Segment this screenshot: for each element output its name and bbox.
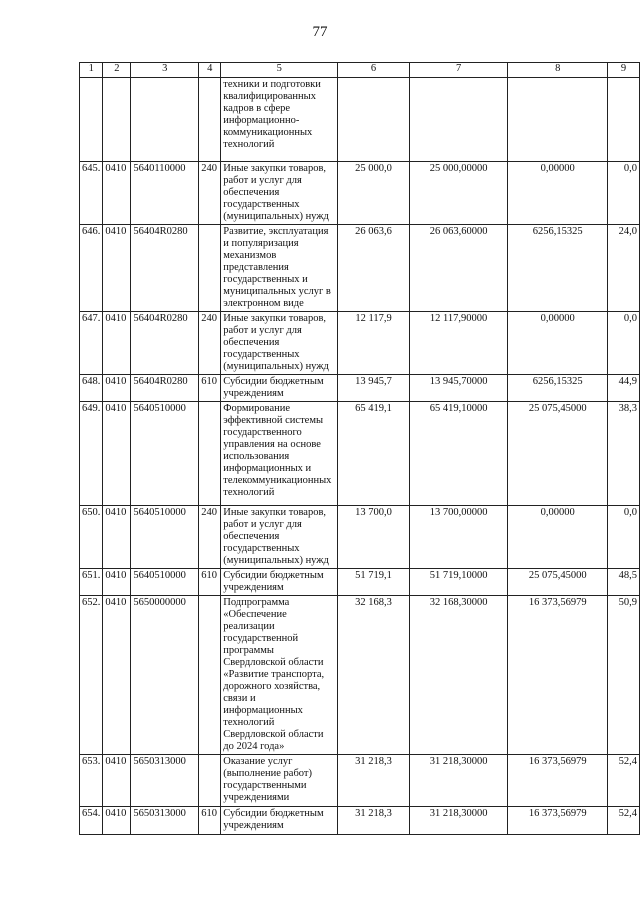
value-8-cell: 25 075,45000 <box>508 402 608 506</box>
section-code-cell: 0410 <box>103 755 131 807</box>
value-6-cell: 31 218,3 <box>338 807 410 835</box>
target-code-cell: 5640510000 <box>131 569 199 596</box>
table-row <box>80 402 640 506</box>
value-9-cell: 48,5 <box>608 569 640 596</box>
header-cell: 4 <box>199 63 221 78</box>
table-row <box>80 506 640 569</box>
name-cell: Иные закупки товаров, работ и услуг для обеспечения государственных (муниципальных) нужд <box>221 506 338 569</box>
header-cell: 8 <box>508 63 608 78</box>
name-cell: Субсидии бюджетным учреждениям <box>221 807 338 835</box>
value-9-cell: 52,4 <box>608 807 640 835</box>
row-number-cell: 650. <box>80 506 103 569</box>
value-6-cell: 65 419,1 <box>338 402 410 506</box>
value-8-cell: 0,00000 <box>508 162 608 225</box>
row-number-cell: 646. <box>80 225 103 312</box>
value-7-cell: 51 719,10000 <box>409 569 508 596</box>
name-cell: Развитие, эксплуатация и популяризация механизмов представления государственных и муниципальных услуг в электронном виде <box>221 225 338 312</box>
header-cell: 1 <box>80 63 103 78</box>
section-code-cell: 0410 <box>103 312 131 375</box>
section-code-cell: 0410 <box>103 569 131 596</box>
value-6-cell: 31 218,3 <box>338 755 410 807</box>
header-cell: 5 <box>221 63 338 78</box>
expense-type-cell <box>199 402 221 506</box>
section-code-cell: 0410 <box>103 402 131 506</box>
row-number-cell: 648. <box>80 375 103 402</box>
row-number-cell: 651. <box>80 569 103 596</box>
value-7-cell: 12 117,90000 <box>409 312 508 375</box>
table-row <box>80 78 640 162</box>
value-8-cell: 0,00000 <box>508 506 608 569</box>
name-cell: Подпрограмма «Обеспечение реализации государственной программы Свердловской области «Развитие транспорта, дорожного хозяйства, связи и информационных технологий Свердловской области до 2024 года» <box>221 596 338 755</box>
row-number-cell: 647. <box>80 312 103 375</box>
section-code-cell: 0410 <box>103 162 131 225</box>
target-code-cell: 56404R0280 <box>131 375 199 402</box>
target-code-cell: 5650313000 <box>131 807 199 835</box>
value-9-cell: 52,4 <box>608 755 640 807</box>
expense-type-cell: 240 <box>199 506 221 569</box>
table-row <box>80 755 640 807</box>
target-code-cell: 5640510000 <box>131 506 199 569</box>
target-code-cell: 5640110000 <box>131 162 199 225</box>
row-number-cell <box>80 78 103 162</box>
value-8-cell: 16 373,56979 <box>508 755 608 807</box>
name-cell: Оказание услуг (выполнение работ) государственными учреждениями <box>221 755 338 807</box>
table-row <box>80 569 640 596</box>
value-9-cell: 0,0 <box>608 162 640 225</box>
table-row <box>80 225 640 312</box>
value-6-cell: 13 700,0 <box>338 506 410 569</box>
value-7-cell: 31 218,30000 <box>409 755 508 807</box>
value-9-cell: 0,0 <box>608 312 640 375</box>
value-7-cell: 25 000,00000 <box>409 162 508 225</box>
name-cell: Субсидии бюджетным учреждениям <box>221 375 338 402</box>
target-code-cell: 56404R0280 <box>131 312 199 375</box>
value-8-cell: 25 075,45000 <box>508 569 608 596</box>
expense-type-cell <box>199 596 221 755</box>
table-row <box>80 162 640 225</box>
name-cell: Субсидии бюджетным учреждениям <box>221 569 338 596</box>
value-8-cell <box>508 78 608 162</box>
value-8-cell: 16 373,56979 <box>508 596 608 755</box>
table-row <box>80 807 640 835</box>
section-code-cell: 0410 <box>103 506 131 569</box>
row-number-cell: 653. <box>80 755 103 807</box>
row-number-cell: 645. <box>80 162 103 225</box>
header-cell: 7 <box>409 63 508 78</box>
section-code-cell: 0410 <box>103 596 131 755</box>
header-row <box>80 63 640 78</box>
value-7-cell: 31 218,30000 <box>409 807 508 835</box>
name-cell: Формирование эффективной системы государственного управления на основе использования информационных и телекоммуникационных технологий <box>221 402 338 506</box>
name-cell: Иные закупки товаров, работ и услуг для обеспечения государственных (муниципальных) нужд <box>221 312 338 375</box>
value-8-cell: 6256,15325 <box>508 375 608 402</box>
expense-type-cell <box>199 225 221 312</box>
value-6-cell: 51 719,1 <box>338 569 410 596</box>
value-8-cell: 6256,15325 <box>508 225 608 312</box>
expense-type-cell: 240 <box>199 162 221 225</box>
value-9-cell: 44,9 <box>608 375 640 402</box>
value-6-cell: 13 945,7 <box>338 375 410 402</box>
row-number-cell: 649. <box>80 402 103 506</box>
value-7-cell: 13 945,70000 <box>409 375 508 402</box>
target-code-cell: 5640510000 <box>131 402 199 506</box>
row-number-cell: 654. <box>80 807 103 835</box>
value-8-cell: 0,00000 <box>508 312 608 375</box>
budget-table <box>79 62 640 835</box>
value-9-cell: 50,9 <box>608 596 640 755</box>
table-row <box>80 375 640 402</box>
value-8-cell: 16 373,56979 <box>508 807 608 835</box>
expense-type-cell: 610 <box>199 375 221 402</box>
value-7-cell: 26 063,60000 <box>409 225 508 312</box>
header-cell: 9 <box>608 63 640 78</box>
value-6-cell: 26 063,6 <box>338 225 410 312</box>
value-7-cell: 32 168,30000 <box>409 596 508 755</box>
section-code-cell: 0410 <box>103 225 131 312</box>
value-6-cell: 32 168,3 <box>338 596 410 755</box>
value-9-cell <box>608 78 640 162</box>
target-code-cell <box>131 78 199 162</box>
expense-type-cell: 610 <box>199 569 221 596</box>
section-code-cell <box>103 78 131 162</box>
expense-type-cell: 610 <box>199 807 221 835</box>
table-row <box>80 596 640 755</box>
expense-type-cell <box>199 755 221 807</box>
value-9-cell: 0,0 <box>608 506 640 569</box>
value-6-cell <box>338 78 410 162</box>
target-code-cell: 5650000000 <box>131 596 199 755</box>
value-9-cell: 24,0 <box>608 225 640 312</box>
page-number: 77 <box>312 24 328 40</box>
value-6-cell: 25 000,0 <box>338 162 410 225</box>
table-row <box>80 312 640 375</box>
name-cell: техники и подготовки квалифицированных кадров в сфере информационно-коммуникационных технологий <box>221 78 338 162</box>
header-cell: 3 <box>131 63 199 78</box>
section-code-cell: 0410 <box>103 375 131 402</box>
expense-type-cell <box>199 78 221 162</box>
section-code-cell: 0410 <box>103 807 131 835</box>
value-9-cell: 38,3 <box>608 402 640 506</box>
expense-type-cell: 240 <box>199 312 221 375</box>
value-7-cell: 65 419,10000 <box>409 402 508 506</box>
value-7-cell <box>409 78 508 162</box>
header-cell: 6 <box>338 63 410 78</box>
target-code-cell: 5650313000 <box>131 755 199 807</box>
value-7-cell: 13 700,00000 <box>409 506 508 569</box>
name-cell: Иные закупки товаров, работ и услуг для обеспечения государственных (муниципальных) нужд <box>221 162 338 225</box>
row-number-cell: 652. <box>80 596 103 755</box>
value-6-cell: 12 117,9 <box>338 312 410 375</box>
header-cell: 2 <box>103 63 131 78</box>
target-code-cell: 56404R0280 <box>131 225 199 312</box>
